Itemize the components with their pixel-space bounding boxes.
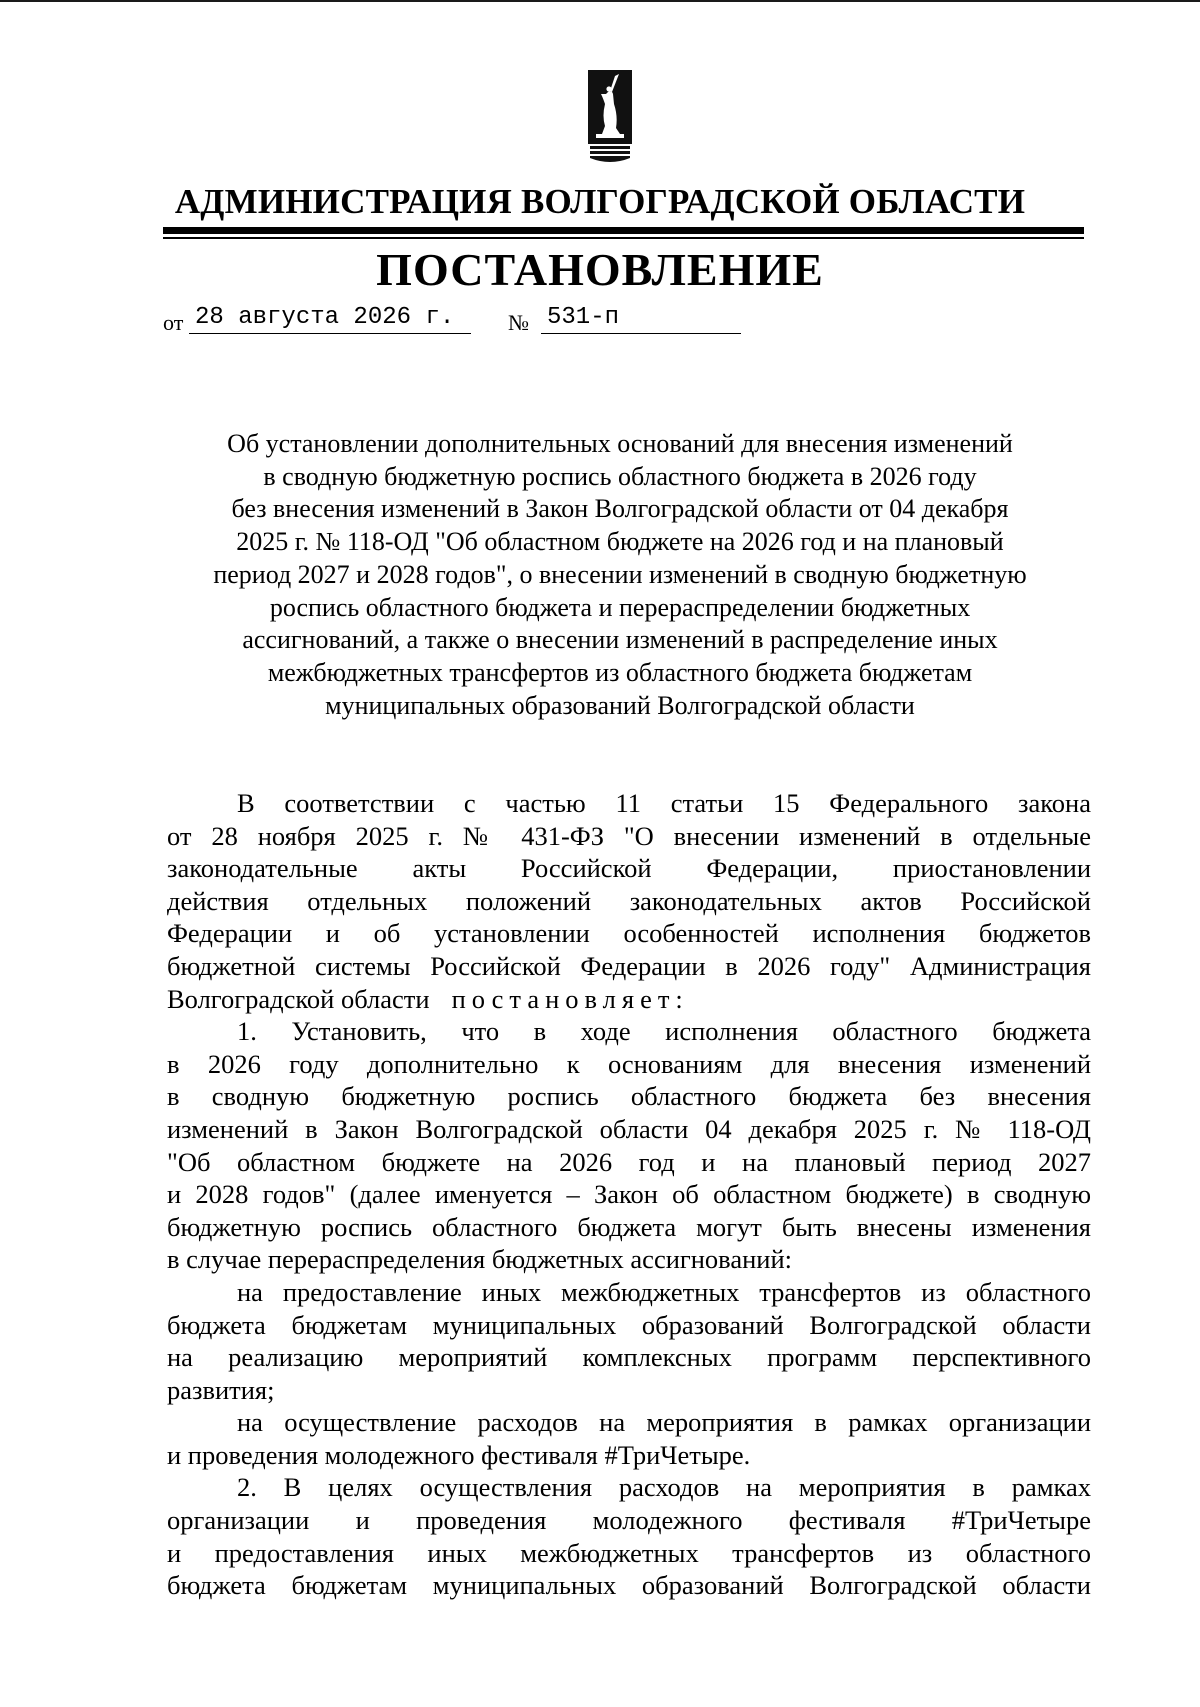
document-body [167, 787, 1091, 1602]
resolution-verb: постановляет: [451, 983, 689, 1014]
body-line [167, 1276, 1091, 1309]
body-line [167, 1569, 1091, 1602]
body-line [167, 852, 1091, 885]
body-line-text: законодательные акты Российской Федерации, приостановлении [167, 853, 1091, 884]
body-line [167, 787, 1091, 820]
title-line: период 2027 и 2028 годов", о внесении изменений в сводную бюджетную [213, 559, 1027, 589]
organization-name: АДМИНИСТРАЦИЯ ВОЛГОГРАДСКОЙ ОБЛАСТИ [174, 182, 1026, 221]
body-line [167, 1080, 1091, 1113]
body-line-text: действия отдельных положений законодательных актов Российской [167, 885, 1091, 916]
title-line: 2025 г. № 118-ОД "Об областном бюджете на 2026 год и на плановый [236, 527, 1004, 557]
document-title [170, 428, 1070, 722]
body-line [167, 1374, 1091, 1407]
body-line [167, 983, 1091, 1016]
body-line-text: организации и проведения молодежного фестиваля #ТриЧетыре [167, 1505, 1091, 1536]
header-rule-thick [163, 227, 1084, 234]
body-line [167, 1146, 1091, 1179]
body-line [167, 1113, 1091, 1146]
title-line: муниципальных образований Волгоградской области [325, 690, 915, 720]
body-line [167, 1471, 1091, 1504]
body-line [167, 1178, 1091, 1211]
body-line [167, 1537, 1091, 1570]
body-line [167, 1015, 1091, 1048]
body-line [167, 1504, 1091, 1537]
body-line [167, 1341, 1091, 1374]
document-type: ПОСТАНОВЛЕНИЕ [376, 244, 824, 295]
body-line [167, 1309, 1091, 1342]
body-line-text: на осуществление расходов на мероприятия в рамках организации [237, 1407, 1091, 1438]
body-line-text: бюджета бюджетам муниципальных образований Волгоградской области [167, 1570, 1091, 1601]
body-line-text: Волгоградской области [167, 983, 430, 1014]
body-line-text: бюджетной системы Российской Федерации в 2026 году" Администрация [167, 950, 1091, 981]
title-line: ассигнований, а также о внесении изменений в распределение иных [242, 625, 998, 655]
body-line [167, 950, 1091, 983]
body-line-text: и 2028 годов" (далее именуется – Закон об областном бюджете) в сводную [167, 1179, 1091, 1210]
body-line-text: "Об областном бюджете на 2026 год и на плановый период 2027 [167, 1146, 1091, 1177]
body-line-text: в 2026 году дополнительно к основаниям для внесения изменений [167, 1048, 1091, 1079]
body-line-text: и проведения молодежного фестиваля #ТриЧетыре. [167, 1439, 751, 1470]
title-line: Об установлении дополнительных оснований для внесения изменений [227, 429, 1013, 458]
body-line-text: от 28 ноября 2025 г. № 431-ФЗ "О внесении изменений в отдельные [167, 820, 1091, 851]
number-sign: № [508, 310, 529, 335]
body-line-text: 1. Установить, что в ходе исполнения областного бюджета [237, 1016, 1091, 1047]
title-line: межбюджетных трансфертов из областного бюджета бюджетам [267, 657, 973, 687]
body-line-text: Федерации и об установлении особенностей исполнения бюджетов [167, 918, 1091, 949]
body-line-text: В соответствии с частью 11 статьи 15 Федерального закона [237, 788, 1091, 818]
document-date: 28 августа 2026 г. [189, 304, 471, 334]
body-line-text: в сводную бюджетную роспись областного бюджета без внесения [167, 1081, 1091, 1112]
body-line [167, 1048, 1091, 1081]
body-line [167, 917, 1091, 950]
body-line [167, 1439, 1091, 1472]
title-line: в сводную бюджетную роспись областного бюджета в 2026 году [263, 461, 977, 491]
title-line: роспись областного бюджета и перераспределении бюджетных [269, 592, 971, 622]
body-line [167, 1211, 1091, 1244]
body-line [167, 1406, 1091, 1439]
body-line [167, 1243, 1091, 1276]
body-line-text: на предоставление иных межбюджетных трансфертов из областного [237, 1276, 1091, 1307]
scan-top-edge [0, 0, 1200, 2]
date-prefix: от [163, 310, 184, 335]
body-line [167, 885, 1091, 918]
body-line-text: развития; [167, 1374, 275, 1405]
volgograd-coat-of-arms-icon [588, 70, 632, 166]
body-line-text: изменений в Закон Волгоградской области 04 декабря 2025 г. № 118-ОД [167, 1113, 1091, 1144]
body-line-text: бюджета бюджетам муниципальных образований Волгоградской области [167, 1309, 1091, 1340]
body-line-text: на реализацию мероприятий комплексных программ перспективного [167, 1342, 1091, 1373]
body-line-text: в случае перераспределения бюджетных ассигнований: [167, 1244, 793, 1275]
body-line [167, 820, 1091, 853]
body-line-text: и предоставления иных межбюджетных трансфертов из областного [167, 1537, 1091, 1568]
body-line-text: бюджетную роспись областного бюджета могут быть внесены изменения [167, 1211, 1091, 1242]
body-line-text: 2. В целях осуществления расходов на мероприятия в рамках [237, 1472, 1091, 1503]
document-number: 531-п [541, 304, 741, 334]
header-rule-thin [163, 237, 1084, 239]
title-line: без внесения изменений в Закон Волгоградской области от 04 декабря [231, 494, 1009, 524]
